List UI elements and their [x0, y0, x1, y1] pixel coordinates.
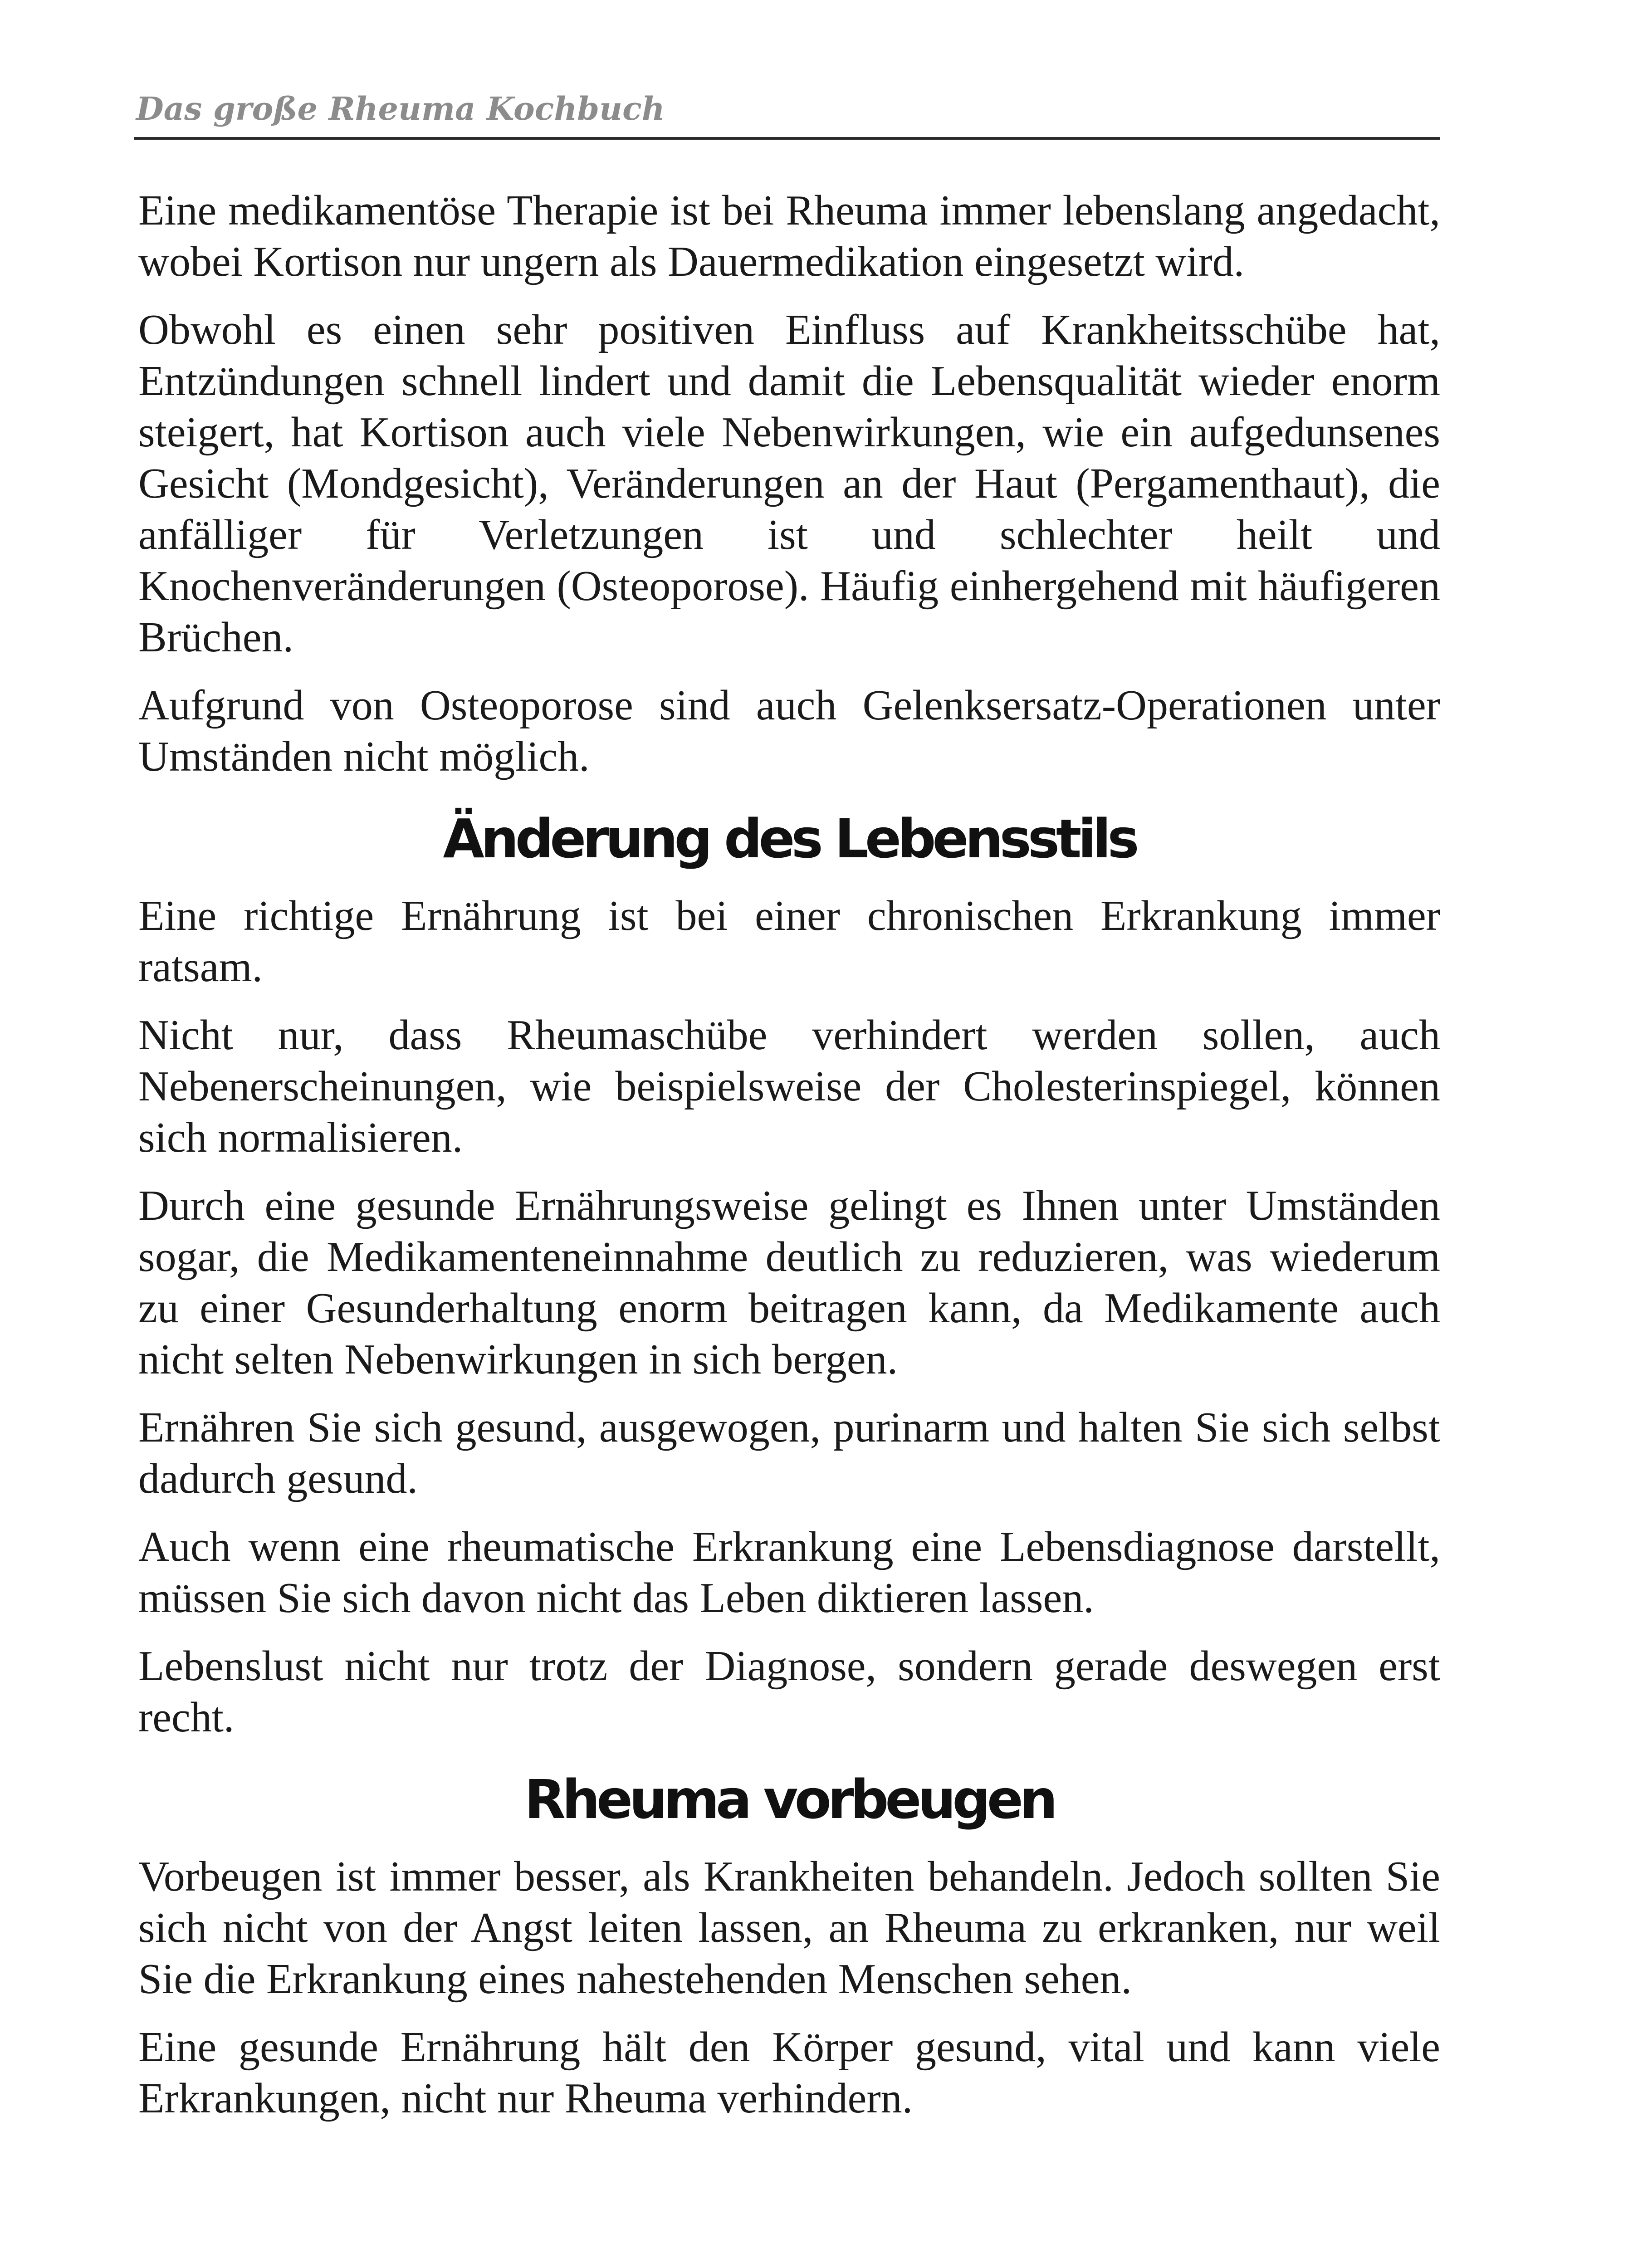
lifestyle-paragraph-3: Durch eine gesunde Ernährungsweise gelingt es Ihnen unter Umständen sogar, die Medikamenteneinnahme deutlich zu reduzieren, was wiederum zu einer Gesunderhaltung enorm beitragen kann, da Medikamente auch nicht selten Nebenwirkungen in sich bergen. — [138, 1182, 1440, 1383]
lifestyle-paragraph-4: Ernähren Sie sich gesund, ausgewogen, purinarm und halten Sie sich selbst dadurch gesund. — [138, 1404, 1440, 1502]
prevention-paragraph-2: Eine gesunde Ernährung hält den Körper gesund, vital und kann viele Erkrankungen, nicht nur Rheuma verhindern. — [138, 2024, 1440, 2122]
lifestyle-paragraph-2: Nicht nur, dass Rheumaschübe verhindert werden sollen, auch Nebenerscheinungen, wie beispielsweise der Cholesterinspiegel, können sich normalisieren. — [138, 1012, 1440, 1161]
intro-paragraph-1: Eine medikamentöse Therapie ist bei Rheuma immer lebenslang angedacht, wobei Kortison nur ungern als Dauermedikation eingesetzt wird. — [138, 187, 1440, 285]
lifestyle-paragraph-1: Eine richtige Ernährung ist bei einer chronischen Erkrankung immer ratsam. — [138, 892, 1440, 991]
intro-paragraph-2: Obwohl es einen sehr positiven Einfluss auf Krankheitsschübe hat, Entzündungen schnell lindert und damit die Lebensqualität wieder enorm steigert, hat Kortison auch viele Nebenwirkungen, wie ein aufgedunsenes Gesicht (Mondgesicht), Veränderungen an der Haut (Pergamenthaut), die anfälliger für Verletzungen ist und schlechter heilt und Knochenveränderungen (Osteoporose). Häufig einhergehend mit häufigeren Brüchen. — [138, 306, 1440, 661]
header-rule — [134, 137, 1440, 140]
lifestyle-paragraph-5: Auch wenn eine rheumatische Erkrankung eine Lebensdiagnose darstellt, müssen Sie sich davon nicht das Leben diktieren lassen. — [138, 1523, 1440, 1622]
lifestyle-paragraph-6: Lebenslust nicht nur trotz der Diagnose, sondern gerade deswegen erst recht. — [138, 1642, 1440, 1741]
section-heading-lifestyle: Änderung des Lebensstils — [443, 807, 1136, 870]
running-header-title: Das große Rheuma Kochbuch — [136, 90, 665, 127]
section-heading-prevention: Rheuma vorbeugen — [524, 1768, 1054, 1831]
prevention-paragraph-1: Vorbeugen ist immer besser, als Krankheiten behandeln. Jedoch sollten Sie sich nicht von der Angst leiten lassen, an Rheuma zu erkranken, nur weil Sie die Erkrankung eines nahestehenden Menschen sehen. — [138, 1853, 1440, 2003]
page-body — [138, 185, 1440, 2141]
intro-paragraph-3: Aufgrund von Osteoporose sind auch Gelenksersatz-Operationen unter Umständen nicht möglich. — [138, 682, 1440, 780]
